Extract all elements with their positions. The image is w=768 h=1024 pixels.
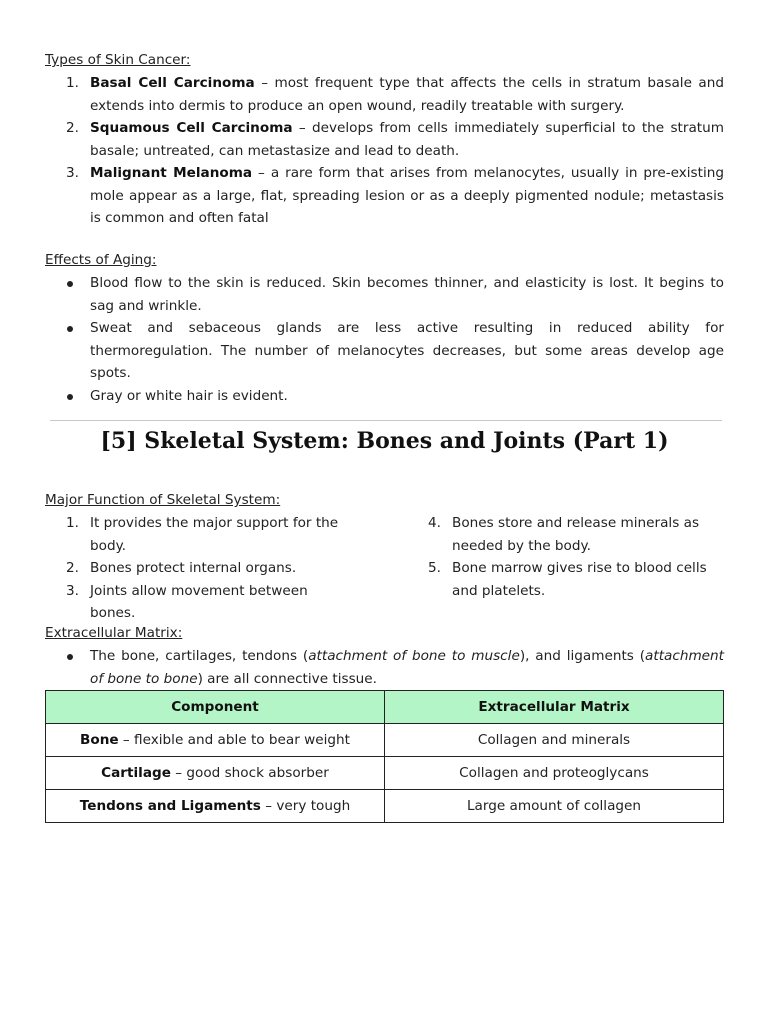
table-row xyxy=(46,790,724,823)
list-number: 2. xyxy=(66,120,79,136)
section-title: [5] Skeletal System: Bones and Joints (Part 1) xyxy=(100,428,669,454)
aging-list xyxy=(45,272,724,407)
list-item xyxy=(45,72,724,117)
horizontal-divider xyxy=(50,420,722,421)
term: Squamous Cell Carcinoma xyxy=(90,120,293,136)
list-item: 4. Bones store and release minerals as needed by the body. xyxy=(428,515,700,554)
bullet-icon xyxy=(67,654,73,660)
list-item: 2. Bones protect internal organs. xyxy=(66,560,297,576)
list-item xyxy=(45,117,724,162)
term: Basal Cell Carcinoma xyxy=(90,75,255,91)
list-item: 3. Joints allow movement between bones. xyxy=(66,582,308,621)
list-item: The bone, cartilages, tendons (attachment of bone to muscle), and ligaments (attachment of bone to bone) are all connective tissue. xyxy=(45,645,724,690)
list-item: Blood flow to the skin is reduced. Skin becomes thinner, and elasticity is lost. It begins to sag and wrinkle. xyxy=(45,272,724,317)
term: Malignant Melanoma xyxy=(90,165,253,181)
table-row xyxy=(46,724,724,757)
column-header: Component xyxy=(46,691,385,724)
table-cell: Collagen and proteoglycans xyxy=(385,757,724,790)
table-cell: Collagen and minerals xyxy=(385,724,724,757)
list-item: 5. Bone marrow gives rise to blood cells and platelets. xyxy=(428,560,707,599)
list-number: 3. xyxy=(66,165,79,181)
definition: – develops from cells immediately superficial to the stratum basale; untreated, can metastasize and lead to death. xyxy=(90,120,724,159)
table-header-row xyxy=(46,691,724,724)
table-cell: Cartilage – good shock absorber xyxy=(46,757,385,790)
definition: – most frequent type that affects the cells in stratum basale and extends into dermis to produce an open wound, readily treatable with surgery. xyxy=(90,75,724,114)
bullet-icon xyxy=(67,281,73,287)
table-row xyxy=(46,757,724,790)
ecm-heading: Extracellular Matrix: xyxy=(45,625,183,641)
list-item: 1. It provides the major support for the body. xyxy=(66,515,339,554)
functions-list-right xyxy=(407,512,727,602)
ecm-list xyxy=(45,645,724,690)
list-item xyxy=(45,162,724,230)
table-cell: Large amount of collagen xyxy=(385,790,724,823)
list-item: Sweat and sebaceous glands are less active resulting in reduced ability for thermoregulation. The number of melanocytes decreases, but some areas develop age spots. xyxy=(45,317,724,385)
table-cell: Tendons and Ligaments – very tough xyxy=(46,790,385,823)
bullet-icon xyxy=(67,326,73,332)
column-header: Extracellular Matrix xyxy=(385,691,724,724)
list-number: 1. xyxy=(66,75,79,91)
functions-list-left xyxy=(45,512,345,625)
skin-cancer-list xyxy=(45,72,724,230)
functions-heading: Major Function of Skeletal System: xyxy=(45,492,281,508)
definition: – a rare form that arises from melanocytes, usually in pre-existing mole appear as a large, flat, spreading lesion or as a deeply pigmented nodule; metastasis is common and often fatal xyxy=(90,165,724,226)
list-item: Gray or white hair is evident. xyxy=(45,385,724,408)
skin-cancer-heading: Types of Skin Cancer: xyxy=(45,52,191,68)
bullet-icon xyxy=(67,394,73,400)
aging-heading: Effects of Aging: xyxy=(45,252,157,268)
table-cell: Bone – flexible and able to bear weight xyxy=(46,724,385,757)
matrix-table xyxy=(45,690,724,823)
